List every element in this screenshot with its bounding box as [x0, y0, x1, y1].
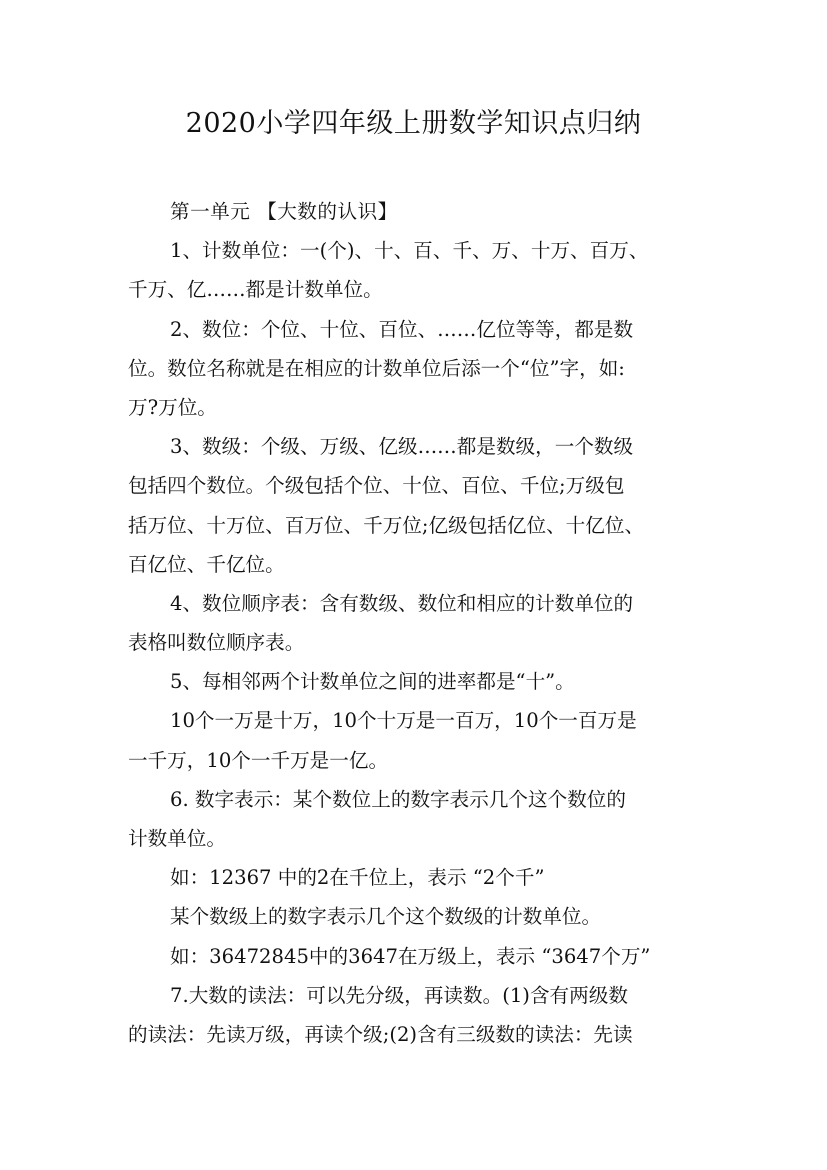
- paragraph-line: 千万、亿……都是计数单位。: [128, 278, 383, 302]
- paragraph-line: 括万位、十万位、百万位、千万位;亿级包括亿位、十亿位、: [128, 513, 645, 537]
- paragraph-line: 万?万位。: [128, 395, 217, 419]
- paragraph-line: 位。数位名称就是在相应的计数单位后添一个“位”字，如:: [128, 356, 625, 380]
- paragraph-line: 的读法：先读万级，再读个级;(2)含有三级数的读法：先读: [128, 1022, 633, 1046]
- paragraph-line: 计数单位。: [128, 827, 226, 850]
- unit-heading: 第一单元 【大数的认识】: [170, 200, 398, 223]
- paragraph-line: 5、每相邻两个计数单位之间的进率都是“十”。: [170, 670, 575, 694]
- paragraph-line: 包括四个数位。个级包括个位、十位、百位、千位;万级包: [128, 474, 625, 498]
- paragraph-line: 一千万，10个一千万是一亿。: [128, 748, 389, 772]
- paragraph-line: 10个一万是十万，10个十万是一百万，10个一百万是: [170, 709, 637, 733]
- paragraph-line: 表格叫数位顺序表。: [128, 631, 305, 655]
- paragraph-line: 7.大数的读法：可以先分级，再读数。(1)含有两级数: [170, 983, 628, 1007]
- paragraph-line: 4、数位顺序表：含有数级、数位和相应的计数单位的: [170, 591, 634, 615]
- paragraph-line: 2、数位：个位、十位、百位、……亿位等等，都是数: [170, 317, 634, 341]
- paragraph-line: 如：12367 中的2在千位上，表示 “2个千”: [170, 866, 545, 890]
- paragraph-line: 3、数级：个级、万级、亿级……都是数级，一个数级: [170, 435, 634, 459]
- document-body: [128, 192, 728, 1054]
- paragraph-line: 6. 数字表示：某个数位上的数字表示几个这个数位的: [170, 787, 626, 811]
- paragraph-line: 如：36472845中的3647在万级上，表示 “3647个万”: [170, 944, 651, 968]
- paragraph-line: 1、计数单位：一(个)、十、百、千、万、十万、百万、: [170, 239, 649, 263]
- paragraph-line: 某个数级上的数字表示几个这个数级的计数单位。: [170, 905, 602, 929]
- paragraph-line: 百亿位、千亿位。: [128, 552, 285, 576]
- document-title: 2020小学四年级上册数学知识点归纳: [185, 108, 642, 139]
